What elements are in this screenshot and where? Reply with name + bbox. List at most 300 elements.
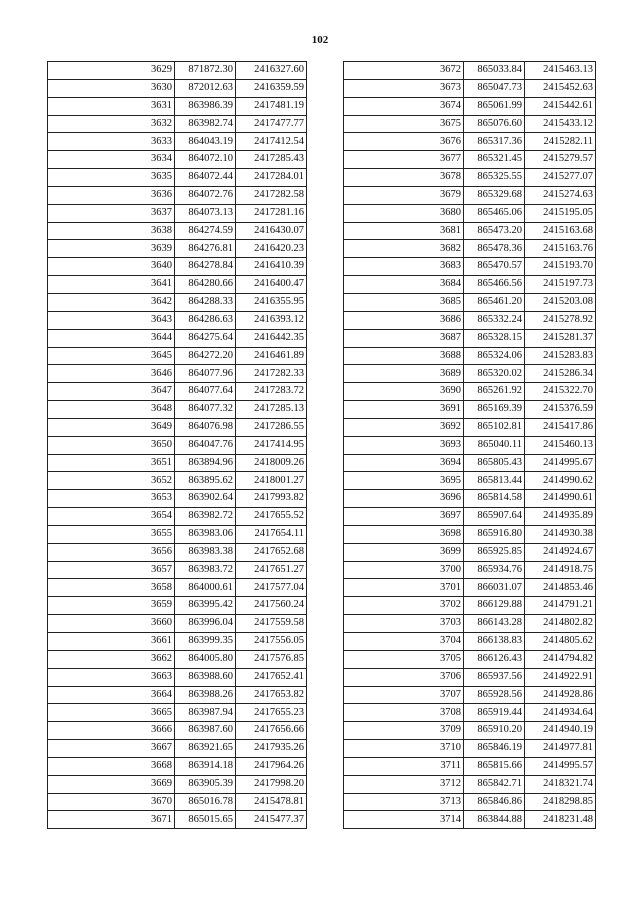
x-coordinate-cell: 864288.33 — [175, 293, 236, 311]
table-row — [344, 811, 596, 829]
x-coordinate-cell: 865320.02 — [464, 365, 525, 383]
x-coordinate-cell: 865919.44 — [464, 704, 525, 722]
x-coordinate-cell: 865478.36 — [464, 240, 525, 258]
table-row — [48, 133, 307, 151]
x-coordinate-cell: 866031.07 — [464, 579, 525, 597]
table-row — [344, 543, 596, 561]
table-row — [48, 436, 307, 454]
point-number-cell: 3706 — [344, 668, 464, 686]
point-number-cell: 3684 — [344, 276, 464, 294]
y-coordinate-cell: 2414853.46 — [525, 579, 596, 597]
x-coordinate-cell: 864073.13 — [175, 204, 236, 222]
point-number-cell: 3661 — [48, 633, 175, 651]
y-coordinate-cell: 2417652.41 — [236, 668, 307, 686]
table-row — [48, 222, 307, 240]
point-number-cell: 3638 — [48, 222, 175, 240]
table-row — [48, 740, 307, 758]
y-coordinate-cell: 2417477.77 — [236, 115, 307, 133]
y-coordinate-cell: 2414802.82 — [525, 615, 596, 633]
point-number-cell: 3642 — [48, 293, 175, 311]
point-number-cell: 3651 — [48, 454, 175, 472]
y-coordinate-cell: 2414928.86 — [525, 686, 596, 704]
point-number-cell: 3707 — [344, 686, 464, 704]
y-coordinate-cell: 2416461.89 — [236, 347, 307, 365]
x-coordinate-cell: 864286.63 — [175, 311, 236, 329]
point-number-cell: 3698 — [344, 525, 464, 543]
table-row — [48, 347, 307, 365]
y-coordinate-cell: 2415278.92 — [525, 311, 596, 329]
table-row — [48, 383, 307, 401]
table-row — [48, 79, 307, 97]
point-number-cell: 3693 — [344, 436, 464, 454]
y-coordinate-cell: 2415163.68 — [525, 222, 596, 240]
point-number-cell: 3692 — [344, 418, 464, 436]
y-coordinate-cell: 2416359.59 — [236, 79, 307, 97]
y-coordinate-cell: 2416430.07 — [236, 222, 307, 240]
y-coordinate-cell: 2417654.11 — [236, 525, 307, 543]
x-coordinate-cell: 864077.64 — [175, 383, 236, 401]
y-coordinate-cell: 2417412.54 — [236, 133, 307, 151]
y-coordinate-cell: 2415195.05 — [525, 204, 596, 222]
x-coordinate-cell: 863844.88 — [464, 811, 525, 829]
point-number-cell: 3647 — [48, 383, 175, 401]
x-coordinate-cell: 865925.85 — [464, 543, 525, 561]
point-number-cell: 3658 — [48, 579, 175, 597]
y-coordinate-cell: 2418321.74 — [525, 775, 596, 793]
y-coordinate-cell: 2414922.91 — [525, 668, 596, 686]
point-number-cell: 3670 — [48, 793, 175, 811]
table-row — [344, 454, 596, 472]
y-coordinate-cell: 2415274.63 — [525, 186, 596, 204]
table-row — [48, 543, 307, 561]
x-coordinate-cell: 864076.98 — [175, 418, 236, 436]
x-coordinate-cell: 863988.26 — [175, 686, 236, 704]
point-number-cell: 3662 — [48, 650, 175, 668]
y-coordinate-cell: 2415277.07 — [525, 169, 596, 187]
point-number-cell: 3673 — [344, 79, 464, 97]
point-number-cell: 3659 — [48, 597, 175, 615]
table-row — [344, 151, 596, 169]
point-number-cell: 3680 — [344, 204, 464, 222]
point-number-cell: 3690 — [344, 383, 464, 401]
table-row — [48, 793, 307, 811]
coordinates-table-right — [343, 61, 596, 829]
point-number-cell: 3709 — [344, 722, 464, 740]
point-number-cell: 3676 — [344, 133, 464, 151]
y-coordinate-cell: 2417481.19 — [236, 97, 307, 115]
table-row — [344, 597, 596, 615]
y-coordinate-cell: 2414940.19 — [525, 722, 596, 740]
y-coordinate-cell: 2414805.62 — [525, 633, 596, 651]
point-number-cell: 3711 — [344, 757, 464, 775]
x-coordinate-cell: 864047.76 — [175, 436, 236, 454]
y-coordinate-cell: 2417285.13 — [236, 401, 307, 419]
x-coordinate-cell: 865937.56 — [464, 668, 525, 686]
x-coordinate-cell: 864072.10 — [175, 151, 236, 169]
x-coordinate-cell: 863999.35 — [175, 633, 236, 651]
table-row — [48, 704, 307, 722]
x-coordinate-cell: 863914.18 — [175, 757, 236, 775]
x-coordinate-cell: 865473.20 — [464, 222, 525, 240]
point-number-cell: 3668 — [48, 757, 175, 775]
point-number-cell: 3653 — [48, 490, 175, 508]
x-coordinate-cell: 865813.44 — [464, 472, 525, 490]
x-coordinate-cell: 865907.64 — [464, 508, 525, 526]
point-number-cell: 3646 — [48, 365, 175, 383]
y-coordinate-cell: 2417284.01 — [236, 169, 307, 187]
table-row — [344, 436, 596, 454]
x-coordinate-cell: 866143.28 — [464, 615, 525, 633]
point-number-cell: 3710 — [344, 740, 464, 758]
table-row — [48, 757, 307, 775]
x-coordinate-cell: 863983.06 — [175, 525, 236, 543]
point-number-cell: 3704 — [344, 633, 464, 651]
table-row — [344, 615, 596, 633]
x-coordinate-cell: 863983.38 — [175, 543, 236, 561]
point-number-cell: 3689 — [344, 365, 464, 383]
y-coordinate-cell: 2417652.68 — [236, 543, 307, 561]
y-coordinate-cell: 2415460.13 — [525, 436, 596, 454]
x-coordinate-cell: 865040.11 — [464, 436, 525, 454]
table-row — [344, 668, 596, 686]
y-coordinate-cell: 2416442.35 — [236, 329, 307, 347]
point-number-cell: 3712 — [344, 775, 464, 793]
y-coordinate-cell: 2416393.12 — [236, 311, 307, 329]
y-coordinate-cell: 2417964.26 — [236, 757, 307, 775]
x-coordinate-cell: 864278.84 — [175, 258, 236, 276]
table-row — [344, 311, 596, 329]
table-row — [48, 329, 307, 347]
y-coordinate-cell: 2417576.85 — [236, 650, 307, 668]
x-coordinate-cell: 865016.78 — [175, 793, 236, 811]
point-number-cell: 3663 — [48, 668, 175, 686]
y-coordinate-cell: 2415376.59 — [525, 401, 596, 419]
point-number-cell: 3683 — [344, 258, 464, 276]
table-row — [344, 579, 596, 597]
table-row — [48, 650, 307, 668]
y-coordinate-cell: 2417282.58 — [236, 186, 307, 204]
point-number-cell: 3635 — [48, 169, 175, 187]
table-row — [344, 650, 596, 668]
point-number-cell: 3645 — [48, 347, 175, 365]
table-row — [344, 757, 596, 775]
table-row — [344, 793, 596, 811]
y-coordinate-cell: 2415417.86 — [525, 418, 596, 436]
point-number-cell: 3700 — [344, 561, 464, 579]
x-coordinate-cell: 863988.60 — [175, 668, 236, 686]
table-row — [48, 293, 307, 311]
x-coordinate-cell: 866126.43 — [464, 650, 525, 668]
point-number-cell: 3644 — [48, 329, 175, 347]
x-coordinate-cell: 865470.57 — [464, 258, 525, 276]
y-coordinate-cell: 2415477.37 — [236, 811, 307, 829]
x-coordinate-cell: 865842.71 — [464, 775, 525, 793]
table-row — [344, 169, 596, 187]
x-coordinate-cell: 865815.66 — [464, 757, 525, 775]
x-coordinate-cell: 864272.20 — [175, 347, 236, 365]
y-coordinate-cell: 2415193.70 — [525, 258, 596, 276]
y-coordinate-cell: 2414990.62 — [525, 472, 596, 490]
table-row — [344, 508, 596, 526]
table-row — [48, 668, 307, 686]
x-coordinate-cell: 865846.86 — [464, 793, 525, 811]
x-coordinate-cell: 866129.88 — [464, 597, 525, 615]
x-coordinate-cell: 863895.62 — [175, 472, 236, 490]
point-number-cell: 3654 — [48, 508, 175, 526]
x-coordinate-cell: 865916.80 — [464, 525, 525, 543]
y-coordinate-cell: 2414791.21 — [525, 597, 596, 615]
x-coordinate-cell: 863905.39 — [175, 775, 236, 793]
table-row — [48, 169, 307, 187]
x-coordinate-cell: 863902.64 — [175, 490, 236, 508]
y-coordinate-cell: 2414935.89 — [525, 508, 596, 526]
table-row — [344, 686, 596, 704]
y-coordinate-cell: 2417282.33 — [236, 365, 307, 383]
x-coordinate-cell: 865324.06 — [464, 347, 525, 365]
point-number-cell: 3639 — [48, 240, 175, 258]
point-number-cell: 3664 — [48, 686, 175, 704]
table-row — [48, 615, 307, 633]
y-coordinate-cell: 2414977.81 — [525, 740, 596, 758]
y-coordinate-cell: 2415283.83 — [525, 347, 596, 365]
table-row — [344, 258, 596, 276]
table-row — [344, 240, 596, 258]
point-number-cell: 3641 — [48, 276, 175, 294]
table-row — [344, 204, 596, 222]
point-number-cell: 3665 — [48, 704, 175, 722]
y-coordinate-cell: 2417281.16 — [236, 204, 307, 222]
table-row — [344, 293, 596, 311]
point-number-cell: 3637 — [48, 204, 175, 222]
x-coordinate-cell: 865015.65 — [175, 811, 236, 829]
y-coordinate-cell: 2417651.27 — [236, 561, 307, 579]
table-row — [344, 383, 596, 401]
x-coordinate-cell: 865047.73 — [464, 79, 525, 97]
table-row — [344, 418, 596, 436]
point-number-cell: 3634 — [48, 151, 175, 169]
y-coordinate-cell: 2414990.61 — [525, 490, 596, 508]
point-number-cell: 3640 — [48, 258, 175, 276]
y-coordinate-cell: 2414995.67 — [525, 454, 596, 472]
point-number-cell: 3703 — [344, 615, 464, 633]
y-coordinate-cell: 2414794.82 — [525, 650, 596, 668]
table-row — [344, 133, 596, 151]
y-coordinate-cell: 2415282.11 — [525, 133, 596, 151]
x-coordinate-cell: 864276.81 — [175, 240, 236, 258]
y-coordinate-cell: 2417998.20 — [236, 775, 307, 793]
point-number-cell: 3699 — [344, 543, 464, 561]
x-coordinate-cell: 863995.42 — [175, 597, 236, 615]
y-coordinate-cell: 2417655.23 — [236, 704, 307, 722]
point-number-cell: 3678 — [344, 169, 464, 187]
point-number-cell: 3677 — [344, 151, 464, 169]
table-row — [48, 258, 307, 276]
table-row — [48, 151, 307, 169]
point-number-cell: 3701 — [344, 579, 464, 597]
x-coordinate-cell: 864000.61 — [175, 579, 236, 597]
y-coordinate-cell: 2416327.60 — [236, 62, 307, 80]
point-number-cell: 3656 — [48, 543, 175, 561]
table-row — [48, 204, 307, 222]
y-coordinate-cell: 2417656.66 — [236, 722, 307, 740]
y-coordinate-cell: 2415322.70 — [525, 383, 596, 401]
table-row — [344, 365, 596, 383]
x-coordinate-cell: 865328.15 — [464, 329, 525, 347]
table-row — [344, 704, 596, 722]
point-number-cell: 3652 — [48, 472, 175, 490]
table-row — [48, 276, 307, 294]
point-number-cell: 3688 — [344, 347, 464, 365]
table-row — [48, 686, 307, 704]
y-coordinate-cell: 2418298.85 — [525, 793, 596, 811]
y-coordinate-cell: 2418001.27 — [236, 472, 307, 490]
table-row — [48, 418, 307, 436]
y-coordinate-cell: 2414918.75 — [525, 561, 596, 579]
x-coordinate-cell: 865076.60 — [464, 115, 525, 133]
point-number-cell: 3682 — [344, 240, 464, 258]
x-coordinate-cell: 865329.68 — [464, 186, 525, 204]
point-number-cell: 3687 — [344, 329, 464, 347]
y-coordinate-cell: 2415197.73 — [525, 276, 596, 294]
y-coordinate-cell: 2416400.47 — [236, 276, 307, 294]
point-number-cell: 3686 — [344, 311, 464, 329]
table-row — [48, 775, 307, 793]
point-number-cell: 3657 — [48, 561, 175, 579]
point-number-cell: 3669 — [48, 775, 175, 793]
point-number-cell: 3691 — [344, 401, 464, 419]
x-coordinate-cell: 865261.92 — [464, 383, 525, 401]
y-coordinate-cell: 2414924.67 — [525, 543, 596, 561]
point-number-cell: 3681 — [344, 222, 464, 240]
table-row — [344, 490, 596, 508]
table-row — [344, 525, 596, 543]
x-coordinate-cell: 864072.76 — [175, 186, 236, 204]
y-coordinate-cell: 2414995.57 — [525, 757, 596, 775]
x-coordinate-cell: 865033.84 — [464, 62, 525, 80]
point-number-cell: 3685 — [344, 293, 464, 311]
x-coordinate-cell: 865466.56 — [464, 276, 525, 294]
y-coordinate-cell: 2418009.26 — [236, 454, 307, 472]
point-number-cell: 3708 — [344, 704, 464, 722]
point-number-cell: 3660 — [48, 615, 175, 633]
table-row — [48, 115, 307, 133]
y-coordinate-cell: 2416355.95 — [236, 293, 307, 311]
x-coordinate-cell: 866138.83 — [464, 633, 525, 651]
y-coordinate-cell: 2417285.43 — [236, 151, 307, 169]
table-row — [48, 472, 307, 490]
x-coordinate-cell: 863996.04 — [175, 615, 236, 633]
point-number-cell: 3694 — [344, 454, 464, 472]
table-row — [344, 472, 596, 490]
y-coordinate-cell: 2415463.13 — [525, 62, 596, 80]
x-coordinate-cell: 864077.32 — [175, 401, 236, 419]
y-coordinate-cell: 2415452.63 — [525, 79, 596, 97]
x-coordinate-cell: 863894.96 — [175, 454, 236, 472]
table-row — [48, 97, 307, 115]
y-coordinate-cell: 2417653.82 — [236, 686, 307, 704]
table-row — [48, 365, 307, 383]
point-number-cell: 3633 — [48, 133, 175, 151]
y-coordinate-cell: 2418231.48 — [525, 811, 596, 829]
point-number-cell: 3713 — [344, 793, 464, 811]
y-coordinate-cell: 2414934.64 — [525, 704, 596, 722]
x-coordinate-cell: 865461.20 — [464, 293, 525, 311]
point-number-cell: 3655 — [48, 525, 175, 543]
table-row — [48, 311, 307, 329]
y-coordinate-cell: 2414930.38 — [525, 525, 596, 543]
point-number-cell: 3629 — [48, 62, 175, 80]
table-row — [344, 115, 596, 133]
x-coordinate-cell: 863983.72 — [175, 561, 236, 579]
point-number-cell: 3714 — [344, 811, 464, 829]
y-coordinate-cell: 2417993.82 — [236, 490, 307, 508]
point-number-cell: 3675 — [344, 115, 464, 133]
x-coordinate-cell: 863921.65 — [175, 740, 236, 758]
table-row — [344, 62, 596, 80]
x-coordinate-cell: 864077.96 — [175, 365, 236, 383]
y-coordinate-cell: 2415286.34 — [525, 365, 596, 383]
table-row — [48, 811, 307, 829]
x-coordinate-cell: 865846.19 — [464, 740, 525, 758]
point-number-cell: 3632 — [48, 115, 175, 133]
x-coordinate-cell: 865325.55 — [464, 169, 525, 187]
table-row — [344, 722, 596, 740]
y-coordinate-cell: 2417559.58 — [236, 615, 307, 633]
table-row — [344, 222, 596, 240]
table-row — [48, 579, 307, 597]
point-number-cell: 3696 — [344, 490, 464, 508]
y-coordinate-cell: 2417283.72 — [236, 383, 307, 401]
point-number-cell: 3650 — [48, 436, 175, 454]
x-coordinate-cell: 865814.58 — [464, 490, 525, 508]
y-coordinate-cell: 2415478.81 — [236, 793, 307, 811]
x-coordinate-cell: 865805.43 — [464, 454, 525, 472]
x-coordinate-cell: 864280.66 — [175, 276, 236, 294]
x-coordinate-cell: 865934.76 — [464, 561, 525, 579]
table-row — [344, 186, 596, 204]
point-number-cell: 3649 — [48, 418, 175, 436]
x-coordinate-cell: 863987.60 — [175, 722, 236, 740]
y-coordinate-cell: 2416420.23 — [236, 240, 307, 258]
x-coordinate-cell: 865317.36 — [464, 133, 525, 151]
table-row — [48, 62, 307, 80]
page-number: 102 — [311, 34, 329, 46]
x-coordinate-cell: 865061.99 — [464, 97, 525, 115]
point-number-cell: 3630 — [48, 79, 175, 97]
y-coordinate-cell: 2417414.95 — [236, 436, 307, 454]
table-row — [48, 525, 307, 543]
table-row — [48, 722, 307, 740]
table-row — [48, 490, 307, 508]
table-row — [344, 633, 596, 651]
table-row — [48, 561, 307, 579]
table-row — [344, 740, 596, 758]
table-row — [48, 508, 307, 526]
point-number-cell: 3702 — [344, 597, 464, 615]
table-row — [48, 454, 307, 472]
y-coordinate-cell: 2416410.39 — [236, 258, 307, 276]
point-number-cell: 3667 — [48, 740, 175, 758]
point-number-cell: 3666 — [48, 722, 175, 740]
y-coordinate-cell: 2417935.26 — [236, 740, 307, 758]
point-number-cell: 3705 — [344, 650, 464, 668]
point-number-cell: 3679 — [344, 186, 464, 204]
table-row — [344, 276, 596, 294]
table-row — [344, 401, 596, 419]
x-coordinate-cell: 865928.56 — [464, 686, 525, 704]
y-coordinate-cell: 2415163.76 — [525, 240, 596, 258]
x-coordinate-cell: 864072.44 — [175, 169, 236, 187]
